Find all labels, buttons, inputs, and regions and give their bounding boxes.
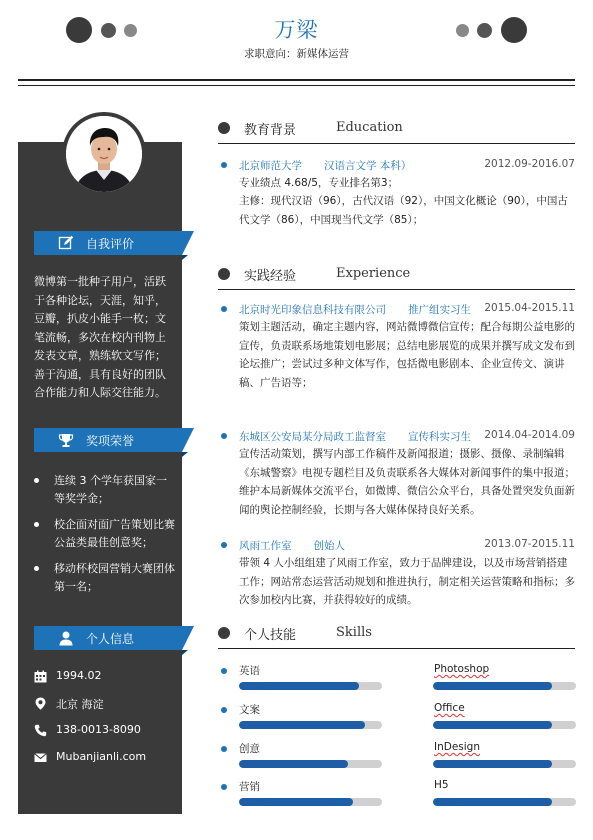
skill-bar-track (239, 682, 382, 690)
experience-text: 宣传活动策划，撰写内部工作稿件及新闻报道；摄影、摄像、录制编辑《东城警察》电视专题栏目及负责联系各大媒体对新闻事件的集中报道；维护本局新媒体交流平台，如微博、微信公众平台，具备处置突发负面新闻的舆论控制经验，长期与各大媒体保持良好关系。 (239, 448, 575, 517)
experience-text: 带领 4 人小组组建了风雨工作室，致力于品牌建设，以及市场营销搭建工作；网站常态运营活动规划和推进执行，制定相关运营策略和指标；多次参加校内比赛，并获得较好的成绩。 (239, 557, 575, 607)
experience-bullet (221, 542, 227, 548)
header-divider-thick (18, 79, 575, 81)
resume-name: 万梁 (274, 18, 319, 42)
location-pin-icon (34, 697, 47, 710)
skill-name: 英语 (239, 665, 260, 677)
skill-bar-track (433, 682, 576, 690)
skill-bullet (221, 707, 227, 713)
skills-section-dot (218, 627, 230, 639)
job-objective: 求职意向：新媒体运营 (244, 48, 349, 60)
education-line: 专业绩点 4.68/5，专业排名第3； (239, 177, 399, 189)
phone-icon (34, 724, 47, 737)
location-text: 北京 海淀 (56, 698, 104, 711)
personal-info-header (34, 626, 195, 654)
edit-icon (58, 235, 74, 251)
trophy-icon (58, 432, 74, 448)
honor-text: 校企面对面广告策划比赛公益类最佳创意奖； (54, 518, 175, 549)
honors-title: 奖项荣誉 (86, 434, 135, 448)
education-date: 2012.09-2016.07 (484, 158, 575, 170)
experience-row-head (239, 429, 575, 444)
self-eval-header (34, 231, 195, 259)
experience-date: 2015.04-2015.11 (484, 302, 575, 314)
honor-item (34, 560, 176, 596)
honor-text: 移动杯校园营销大赛团体第一名； (54, 562, 175, 593)
experience-title-en: Experience (336, 266, 411, 281)
skill-bullet (221, 668, 227, 674)
personal-info-title: 个人信息 (86, 632, 135, 646)
experience-date: 2013.07-2015.11 (484, 538, 575, 550)
honor-item (34, 472, 176, 508)
company-name: 东城区公安局某分局政工监督室 (239, 431, 386, 443)
experience-row-head (239, 302, 575, 317)
calendar-icon (34, 670, 47, 683)
skill-bar-track (433, 760, 576, 768)
honor-bullet (34, 522, 39, 527)
experience-title: 实践经验 (244, 269, 297, 284)
self-eval-title: 自我评价 (86, 237, 135, 251)
school-name: 北京师范大学 (239, 160, 302, 172)
skill-name: Photoshop (434, 663, 490, 675)
skill-bar-fill (433, 721, 552, 729)
experience-divider (218, 289, 575, 290)
skill-bar-fill (239, 798, 353, 806)
education-title-en: Education (336, 120, 403, 135)
person-icon (58, 630, 74, 646)
skill-bar-track (239, 798, 382, 806)
education-row-head (239, 158, 575, 173)
skill-bar-fill (433, 798, 552, 806)
skill-name: H5 (434, 779, 449, 791)
honors-header (34, 428, 195, 456)
avatar-portrait-icon (66, 116, 142, 192)
education-line: 主修：现代汉语（96），古代汉语（92），中国文化概论（90），中国古代文学（86），中国现当代文学（85）； (239, 195, 568, 226)
skill-bar-fill (239, 760, 348, 768)
skill-bullet (221, 746, 227, 752)
skill-bar-fill (433, 682, 552, 690)
skill-bar-fill (239, 682, 359, 690)
skill-bar-track (433, 798, 576, 806)
skills-title-en: Skills (336, 625, 372, 640)
experience-text: 策划主题活动，确定主题内容，网站微博微信宣传；配合每期公益电影的宣传，负责联系场地策划电影展；总结电影展览的成果并撰写成文发布到论坛推广；尝试过多种文体写作，包括微电影剧本、企业宣传文、演讲稿、广告语等； (239, 321, 575, 390)
skill-bar-track (239, 721, 382, 729)
honor-text: 连续 3 个学年获国家一等奖学金； (54, 474, 167, 505)
experience-bullet (221, 306, 227, 312)
company-name: 北京时光印象信息科技有限公司 (239, 304, 386, 316)
skill-bar-track (239, 760, 382, 768)
honor-bullet (34, 566, 39, 571)
skill-name: 创意 (239, 743, 260, 755)
role-name: 宣传科实习生 (408, 431, 471, 443)
skill-name: 营销 (239, 781, 260, 793)
birth-text: 1994.02 (56, 669, 102, 682)
major-name: 汉语言文学 本科） (324, 160, 412, 172)
phone-text: 138-0013-8090 (56, 723, 141, 736)
skill-bullet (221, 784, 227, 790)
skills-title: 个人技能 (244, 628, 297, 643)
experience-section-dot (218, 268, 230, 280)
role-name: 推广组实习生 (408, 304, 471, 316)
skills-divider (218, 648, 575, 649)
education-section-dot (218, 122, 230, 134)
email-text: Mubanjianli.com (56, 750, 147, 763)
experience-date: 2014.04-2014.09 (484, 429, 575, 441)
company-name: 风雨工作室 (239, 540, 292, 552)
education-bullet (221, 162, 227, 168)
skill-name: Office (434, 702, 465, 714)
experience-bullet (221, 433, 227, 439)
self-eval-text: 微博第一批种子用户，活跃于各种论坛，天涯，知乎，豆瓣，扒皮小能手一枚；文笔流畅，多次在校内刊物上发表文章，熟练软文写作；善于沟通，具有良好的团队合作能力和人际交往能力。 (34, 275, 166, 399)
skill-bar-fill (433, 760, 552, 768)
honor-item (34, 516, 176, 552)
honor-bullet (34, 478, 39, 483)
skill-bar-fill (239, 721, 365, 729)
mail-icon (34, 751, 47, 764)
header-divider-thin (18, 85, 575, 86)
education-title: 教育背景 (244, 123, 297, 138)
experience-row-head (239, 538, 575, 553)
education-divider (218, 143, 575, 144)
skill-bar-track (433, 721, 576, 729)
avatar (66, 116, 142, 192)
skill-name: 文案 (239, 704, 260, 716)
role-name: 创始人 (313, 540, 345, 552)
skill-name: InDesign (434, 741, 481, 753)
